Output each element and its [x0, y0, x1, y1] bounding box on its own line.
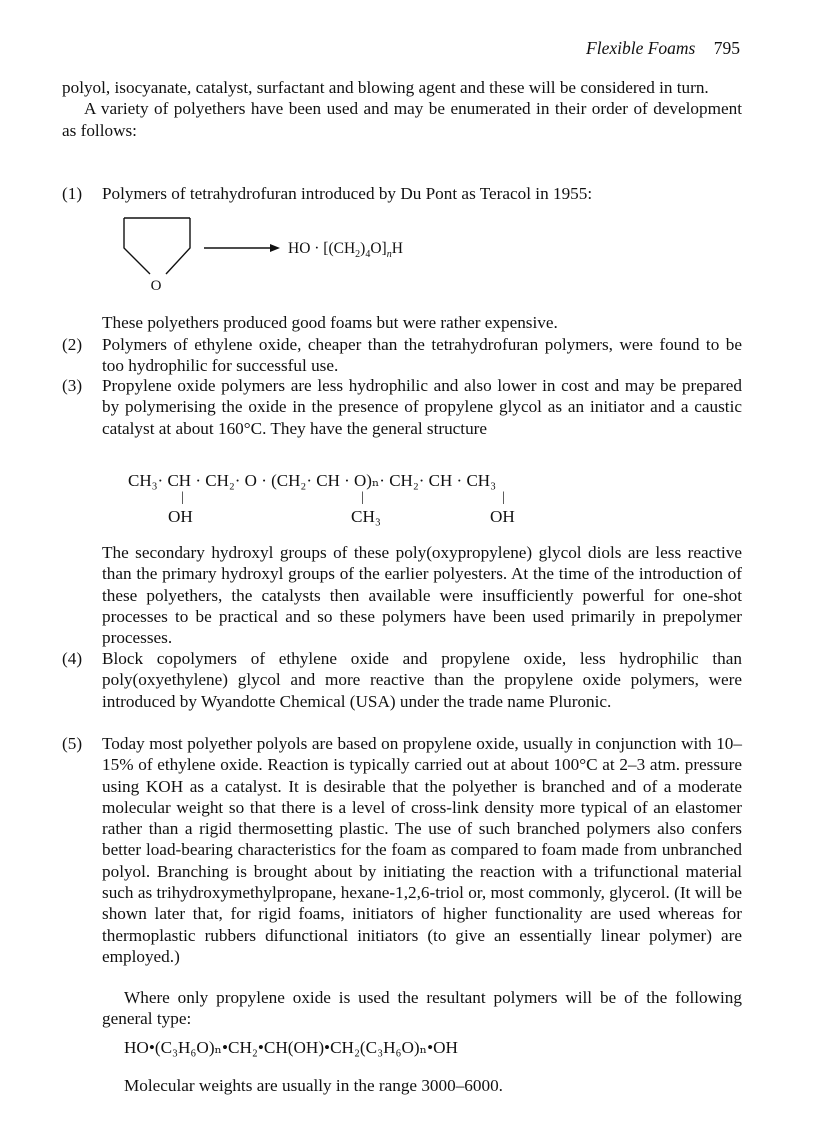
- list-number: (1): [62, 184, 83, 203]
- thf-product-formula: HO · $[(CH_2)_4O]_nH$: [288, 240, 403, 260]
- ring-oxygen-label: O: [150, 278, 162, 294]
- closing-text: Where only propylene oxide is used the resultant polymers will be of the following general type:: [102, 988, 742, 1029]
- list-number: (4): [62, 649, 83, 668]
- bond-line-1: |: [181, 490, 184, 505]
- list-number: (2): [62, 335, 83, 354]
- substituent-ch3: CH₃: [351, 507, 381, 526]
- substituent-oh-1: OH: [168, 507, 193, 526]
- list-number: (5): [62, 734, 83, 753]
- running-title: Flexible Foams: [586, 38, 696, 58]
- page-number: 795: [713, 38, 740, 58]
- thf-note: These polyethers produced good foams but were rather expensive.: [102, 313, 558, 332]
- bond-line-2: |: [361, 490, 364, 505]
- molecular-weight-note: Molecular weights are usually in the range 3000–6000.: [124, 1076, 503, 1095]
- list-item-text: Today most polyether polyols are based on propylene oxide, usually in conjunction with 10–15% of ethylene oxide. Reaction is typically carried out at about 100°C at 2–3 atm. pressure using KOH as a catalyst. It is desirable that the polyether is branched and of a moderate molecular weight so that there is a level of cross-link density more typical of an elastomer rather than a rigid thermosetting plastic. The use of such branched polymers also confers better load-bearing characteristics for the foam as compared to foam made from unbranched polyol. Branching is brought about by initiating the reaction with a trifunctional material such as trihydroxymethylpropane, hexane-1,2,6-triol or, most commonly, glycerol. (It will be shown later that, for rigid foams, initiators of higher functionality are used whereas for thermoplastic rubbers difunctional initiators (to give an essentially linear polymer) are employed.): [102, 734, 742, 966]
- running-header: [586, 38, 740, 59]
- list-item-4: [62, 648, 742, 712]
- list-item-2: [62, 334, 742, 377]
- list-item-text: Block copolymers of ethylene oxide and propylene oxide, less hydrophilic than poly(oxyethylene) glycol and more reactive than the propylene oxide polymers, were introduced by Wyandotte Chemical (USA) under the trade name Pluronic.: [102, 649, 742, 711]
- list-item-1: [62, 183, 742, 204]
- propylene-polymer-formula: HO•(C₃H₆O)ₙ•CH₂•CH(OH)•CH₂(C₃H₆O)ₙ•OH: [124, 1038, 458, 1057]
- substituent-oh-2: OH: [490, 507, 515, 526]
- bond-line-3: |: [502, 490, 505, 505]
- reaction-arrow-icon: [204, 244, 280, 252]
- intro-paragraph-2: A variety of polyethers have been used and may be enumerated in their order of development as follows:: [62, 99, 742, 140]
- closing-paragraph: [102, 987, 742, 1030]
- item3-followup-paragraph: The secondary hydroxyl groups of these poly(oxypropylene) glycol diols are less reactive than the primary hydroxyl groups of the earlier polyesters. At the time of the introduction of these polyethers, the catalysts then available were insufficiently powerful for one-shot processes to be practical and so these polymers have been used primarily in prepolymer processes.: [102, 543, 742, 648]
- intro-block: [62, 77, 742, 141]
- list-number: (3): [62, 376, 83, 395]
- thf-ring-icon: [124, 218, 190, 274]
- list-item-3: [62, 375, 742, 439]
- glycol-structure-main: CH₃· CH · CH₂· O · (CH₂· CH · O)ₙ· CH₂· CH · CH₃: [128, 471, 496, 490]
- list-item-text: Propylene oxide polymers are less hydrophilic and also lower in cost and may be prepared by polymerising the oxide in the presence of propylene glycol as an initiator and a caustic catalyst at about 160°C. They have the general structure: [102, 376, 742, 438]
- thf-reaction-scheme: [110, 214, 450, 294]
- intro-paragraph-1: polyol, isocyanate, catalyst, surfactant and blowing agent and these will be considered in turn.: [62, 78, 709, 97]
- list-item-text: Polymers of tetrahydrofuran introduced by Du Pont as Teracol in 1955:: [102, 184, 593, 203]
- list-item-text: Polymers of ethylene oxide, cheaper than the tetrahydrofuran polymers, were found to be too hydrophilic for successful use.: [102, 335, 742, 376]
- list-item-5: [62, 733, 742, 967]
